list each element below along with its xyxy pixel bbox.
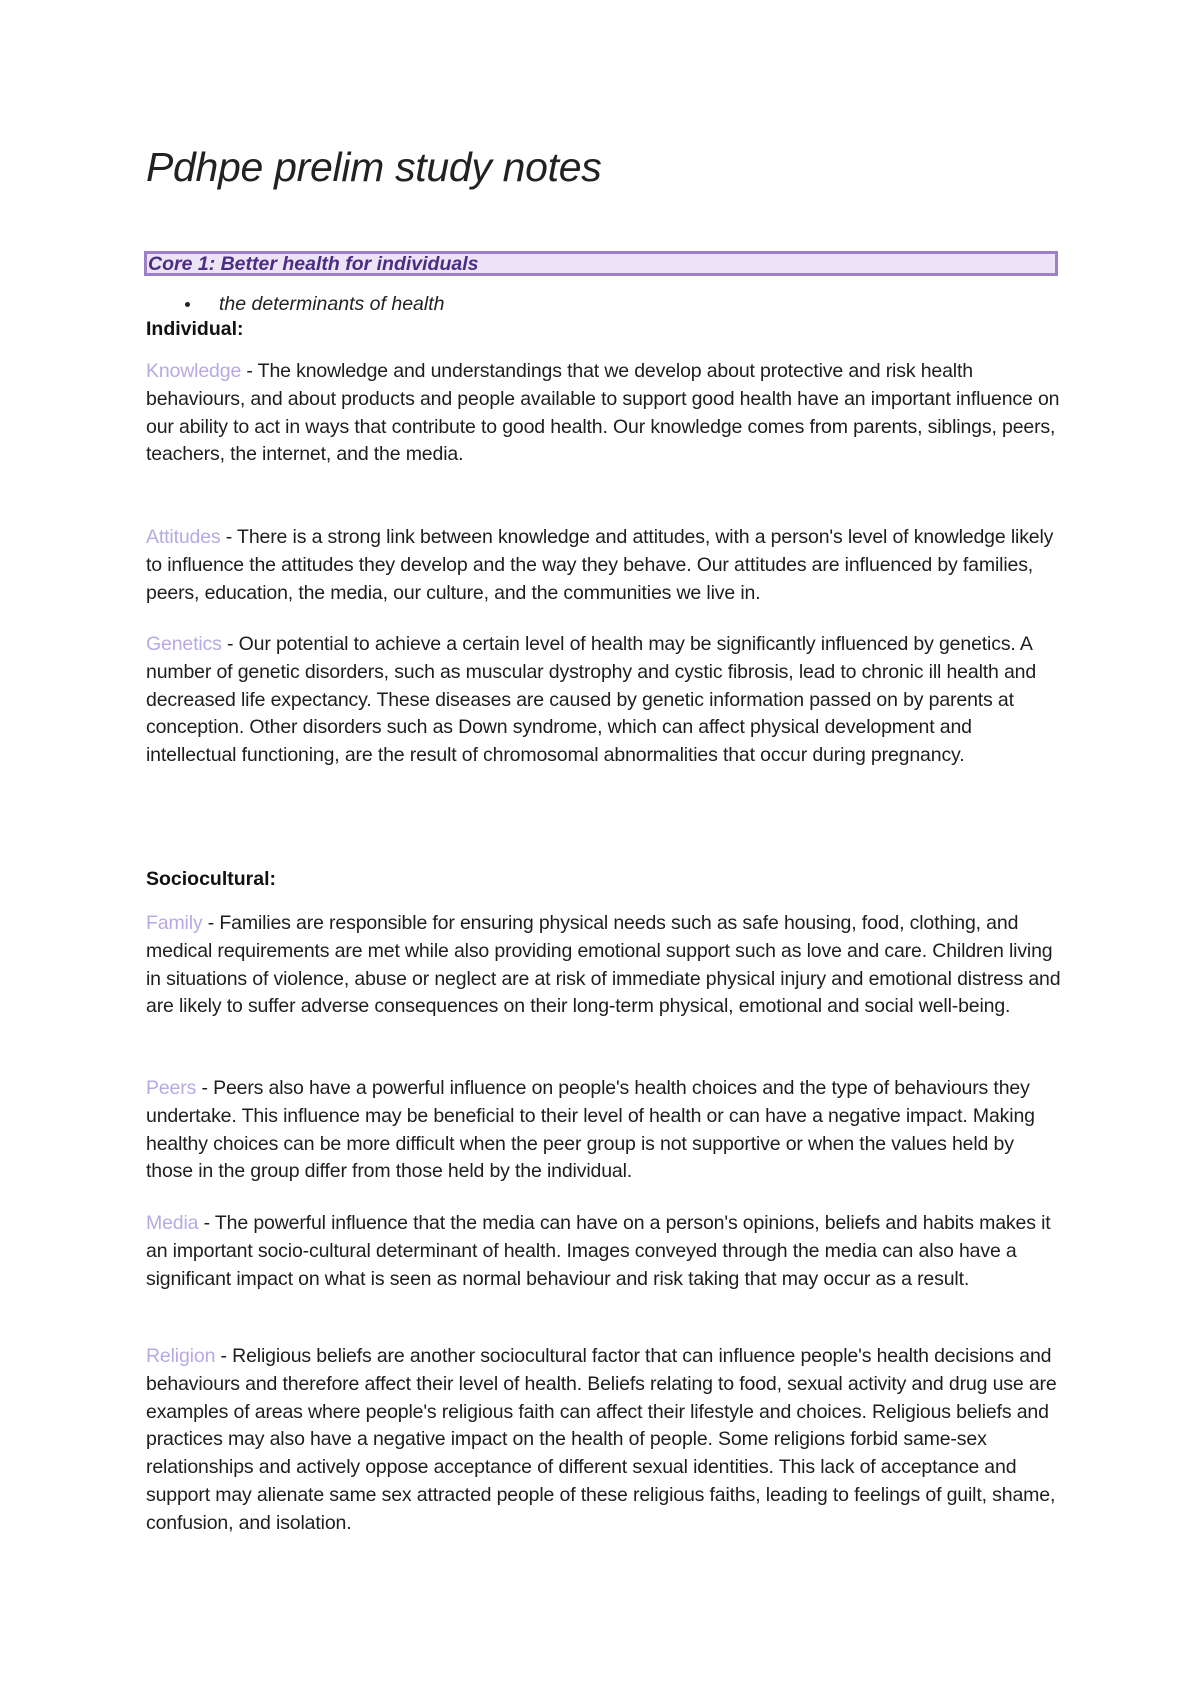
- term-family: Family: [146, 912, 203, 934]
- paragraph-text: - Our potential to achieve a certain level of health may be significantly influenced by genetics. A number of genetic disorders, such as muscular dystrophy and cystic fibrosis, lead to chronic ill health and decreased life expectancy. These diseases are caused by genetic information passed on by parents at conception. Other disorders such as Down syndrome, which can affect physical development and intellectual functioning, are the result of chromosomal abnormalities that occur during pregnancy.: [146, 633, 1037, 767]
- media-paragraph: [146, 1210, 1064, 1293]
- bullet-item: [146, 290, 444, 318]
- paragraph-text: - Families are responsible for ensuring physical needs such as safe housing, food, clothing, and medical requirements are met while also providing emotional support such as love and care. Children living in situations of violence, abuse or neglect are at risk of immediate physical injury and emotional distress and are likely to suffer adverse consequences on their long-term physical, emotional and social well-being.: [146, 912, 1061, 1018]
- term-religion: Religion: [146, 1345, 216, 1367]
- bullet-text: the determinants of health: [219, 293, 445, 315]
- religion-paragraph: [146, 1343, 1064, 1538]
- paragraph-text: - The powerful influence that the media can have on a person's opinions, beliefs and habits makes it an important socio-cultural determinant of health. Images conveyed through the media can also have a significant impact on what is seen as normal behaviour and risk taking that may occur as a result.: [146, 1212, 1051, 1290]
- paragraph-text: - The knowledge and understandings that we develop about protective and risk health behaviours, and about products and people available to support good health have an important influence on our ability to act in ways that contribute to good health. Our knowledge comes from parents, siblings, peers, teachers, the internet, and the media.: [146, 360, 1060, 466]
- term-genetics: Genetics: [146, 633, 222, 655]
- bullet-dot-icon: [185, 302, 190, 307]
- paragraph-text: - Religious beliefs are another sociocultural factor that can influence people's health decisions and behaviours and therefore affect their level of health. Beliefs relating to food, sexual activity and drug use are examples of areas where people's religious faith can affect their lifestyle and choices. Religious beliefs and practices may also have a negative impact on the health of people. Some religions forbid same-sex relationships and actively oppose acceptance of different sexual identities. This lack of acceptance and support may alienate same sex attracted people of these religious faiths, leading to feelings of guilt, shame, confusion, and isolation.: [146, 1345, 1057, 1534]
- family-paragraph: [146, 910, 1064, 1021]
- term-attitudes: Attitudes: [146, 526, 221, 548]
- core-section-heading: Core 1: Better health for individuals: [144, 251, 1058, 276]
- individual-heading: Individual:: [146, 318, 244, 340]
- paragraph-text: - Peers also have a powerful influence on people's health choices and the type of behaviours they undertake. This influence may be beneficial to their level of health or can have a negative impact. Making healthy choices can be more difficult when the peer group is not supportive or when the values held by those in the group differ from those held by the individual.: [146, 1077, 1035, 1183]
- attitudes-paragraph: [146, 524, 1064, 607]
- genetics-paragraph: [146, 631, 1064, 770]
- paragraph-text: - There is a strong link between knowledge and attitudes, with a person's level of knowledge likely to influence the attitudes they develop and the way they behave. Our attitudes are influenced by families, peers, education, the media, our culture, and the communities we live in.: [146, 526, 1054, 604]
- term-peers: Peers: [146, 1077, 197, 1099]
- peers-paragraph: [146, 1075, 1064, 1186]
- term-media: Media: [146, 1212, 199, 1234]
- knowledge-paragraph: [146, 358, 1064, 469]
- topic-bullet-list: [146, 290, 444, 318]
- sociocultural-heading: Sociocultural:: [146, 868, 277, 890]
- document-title: Pdhpe prelim study notes: [146, 144, 602, 190]
- term-knowledge: Knowledge: [146, 360, 242, 382]
